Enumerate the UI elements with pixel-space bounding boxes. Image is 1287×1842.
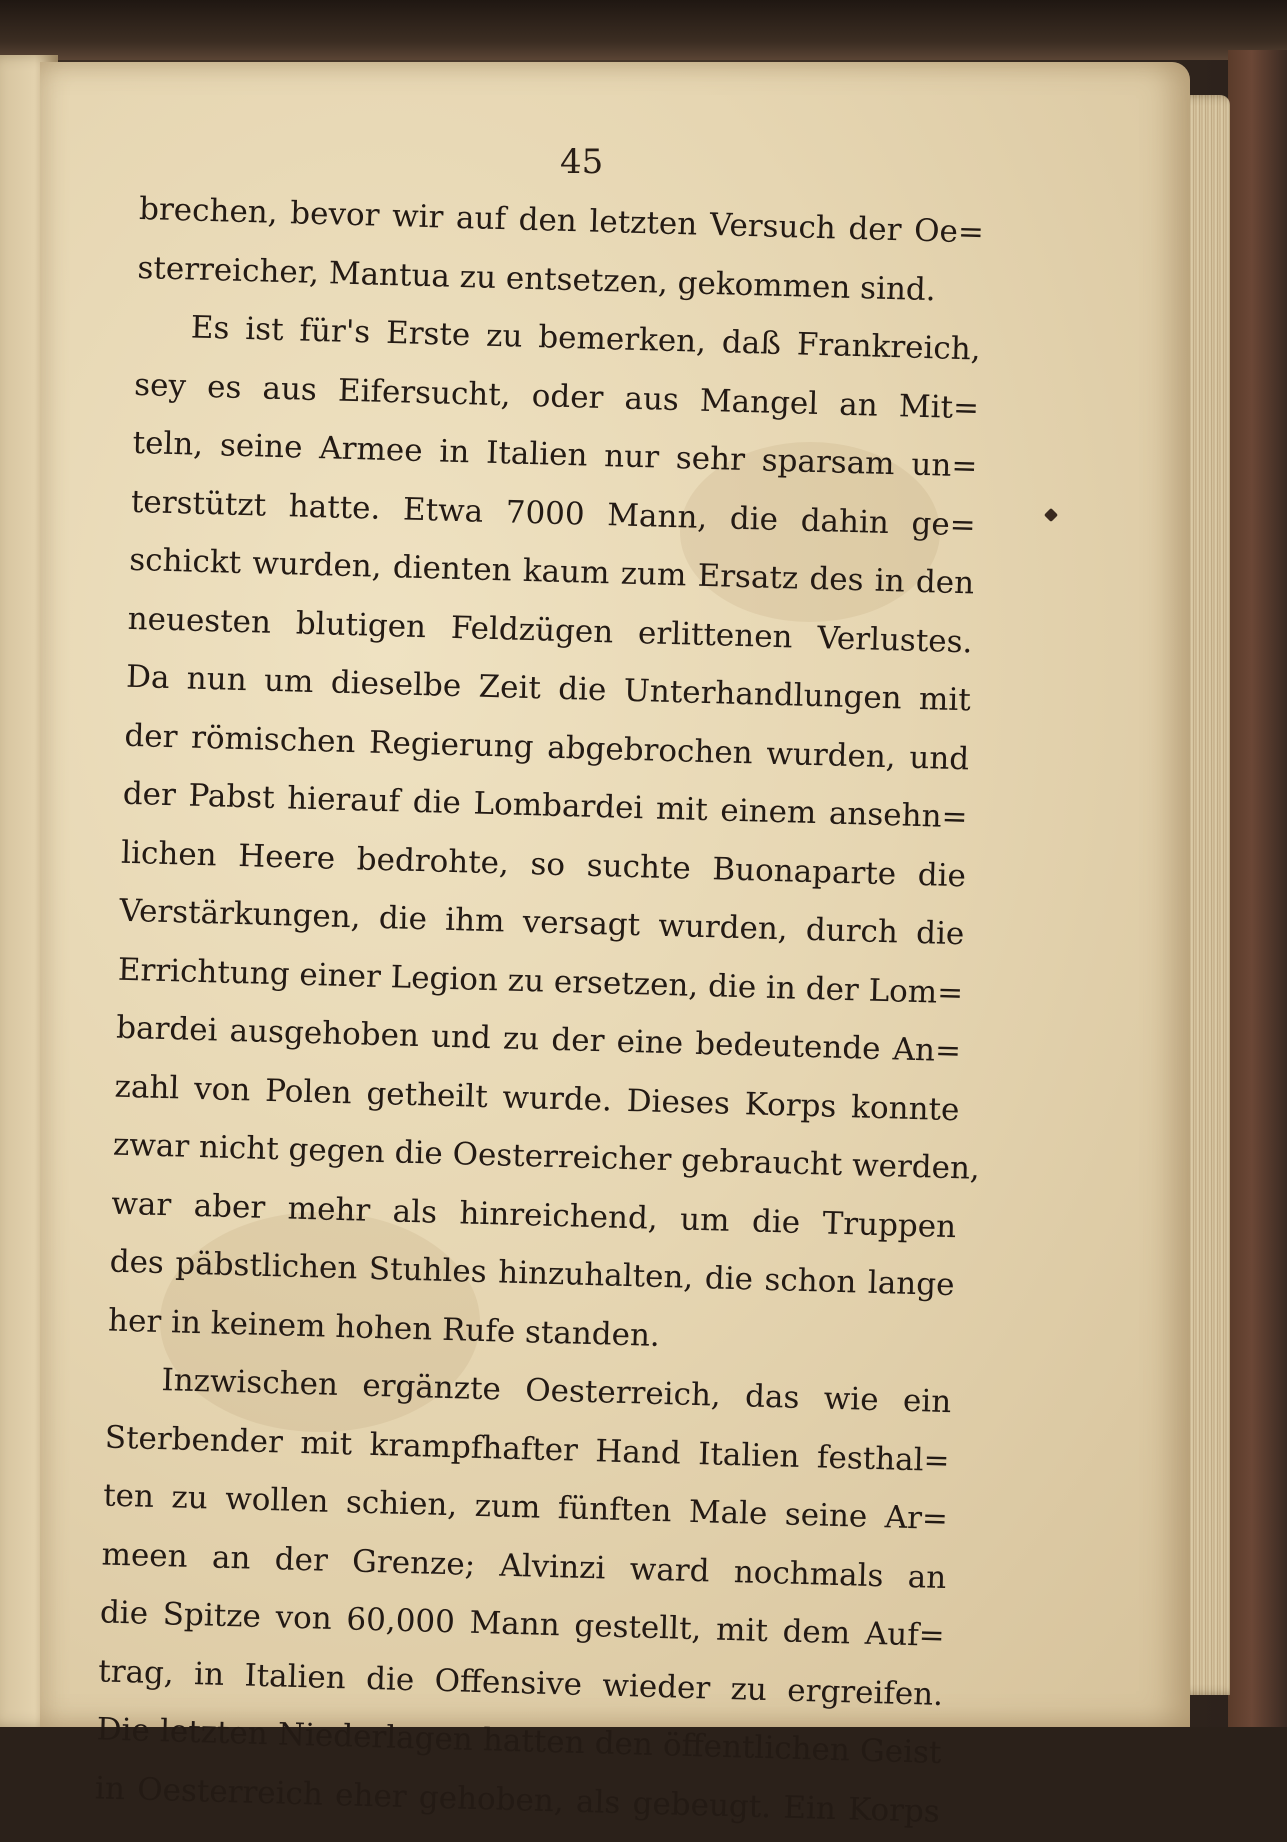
text-line: lichen Heere bedrohte, so suchte Buonaparte die	[120, 834, 967, 894]
text-line: Inzwischen ergänzte Oesterreich, das wie ein	[160, 1362, 952, 1421]
text-line: sterreicher, Mantua zu entsetzen, gekommen sind.	[137, 249, 937, 308]
text-line: war aber mehr als hinreichend, um die Truppen	[110, 1185, 957, 1245]
text-line: brechen, bevor wir auf den letzten Versuch der Oe=	[138, 190, 985, 251]
text-line: teln, seine Armee in Italien nur sehr sparsam un=	[132, 424, 978, 485]
text-line: des päbstlichen Stuhles hinzuhalten, die schon lange	[109, 1243, 955, 1304]
text-line: der römischen Regierung abgebrochen wurden, und	[123, 717, 970, 777]
text-line: meen an der Grenze; Alvinzi ward nochmals an	[101, 1535, 947, 1596]
text-line: zahl von Polen getheilt wurde. Dieses Korps konnte	[114, 1068, 960, 1128]
book-cover-right	[1228, 50, 1287, 1727]
page-body-text	[94, 180, 984, 1841]
text-line: trag, in Italien die Offensive wieder zu ergreifen.	[97, 1652, 944, 1713]
page-number: 45	[560, 142, 604, 182]
text-line: in Oesterreich eher gehoben, als gebeugt. Ein Korps	[94, 1769, 941, 1830]
text-line: schickt wurden, dienten kaum zum Ersatz des in den	[128, 541, 975, 602]
text-line: zwar nicht gegen die Oesterreicher gebraucht werden,	[112, 1126, 981, 1187]
text-line: Verstärkungen, die ihm versagt wurden, durch die	[119, 892, 965, 953]
text-line: bardei ausgehoben und zu der eine bedeutende An=	[115, 1009, 962, 1070]
text-line: Es ist für's Erste zu bemerken, daß Frankreich,	[190, 309, 982, 368]
book-cover-top	[0, 0, 1287, 60]
text-line: die Spitze von 60,000 Mann gestellt, mit dem Auf=	[99, 1594, 946, 1655]
text-line: ten zu wollen schien, zum fünften Male seine Ar=	[102, 1477, 949, 1538]
text-line: neuesten blutigen Feldzügen erlittenen Verlustes.	[127, 600, 973, 660]
text-line: sey es aus Eifersucht, oder aus Mangel an Mit=	[133, 366, 980, 427]
text-line: der Pabst hierauf die Lombardei mit einem ansehn=	[122, 775, 969, 836]
text-line: Da nun um dieselbe Zeit die Unterhandlungen mit	[125, 658, 972, 719]
text-line: Errichtung einer Legion zu ersetzen, die in der Lom=	[117, 951, 964, 1011]
text-line: terstützt hatte. Etwa 7000 Mann, die dahin ge=	[130, 483, 977, 543]
text-line: Die letzten Niederlagen hatten den öffentlichen Geist	[96, 1711, 942, 1771]
text-line: Sterbender mit krampfhafter Hand Italien festhal=	[104, 1419, 951, 1479]
text-line: her in keinem hohen Rufe standen.	[107, 1302, 661, 1354]
